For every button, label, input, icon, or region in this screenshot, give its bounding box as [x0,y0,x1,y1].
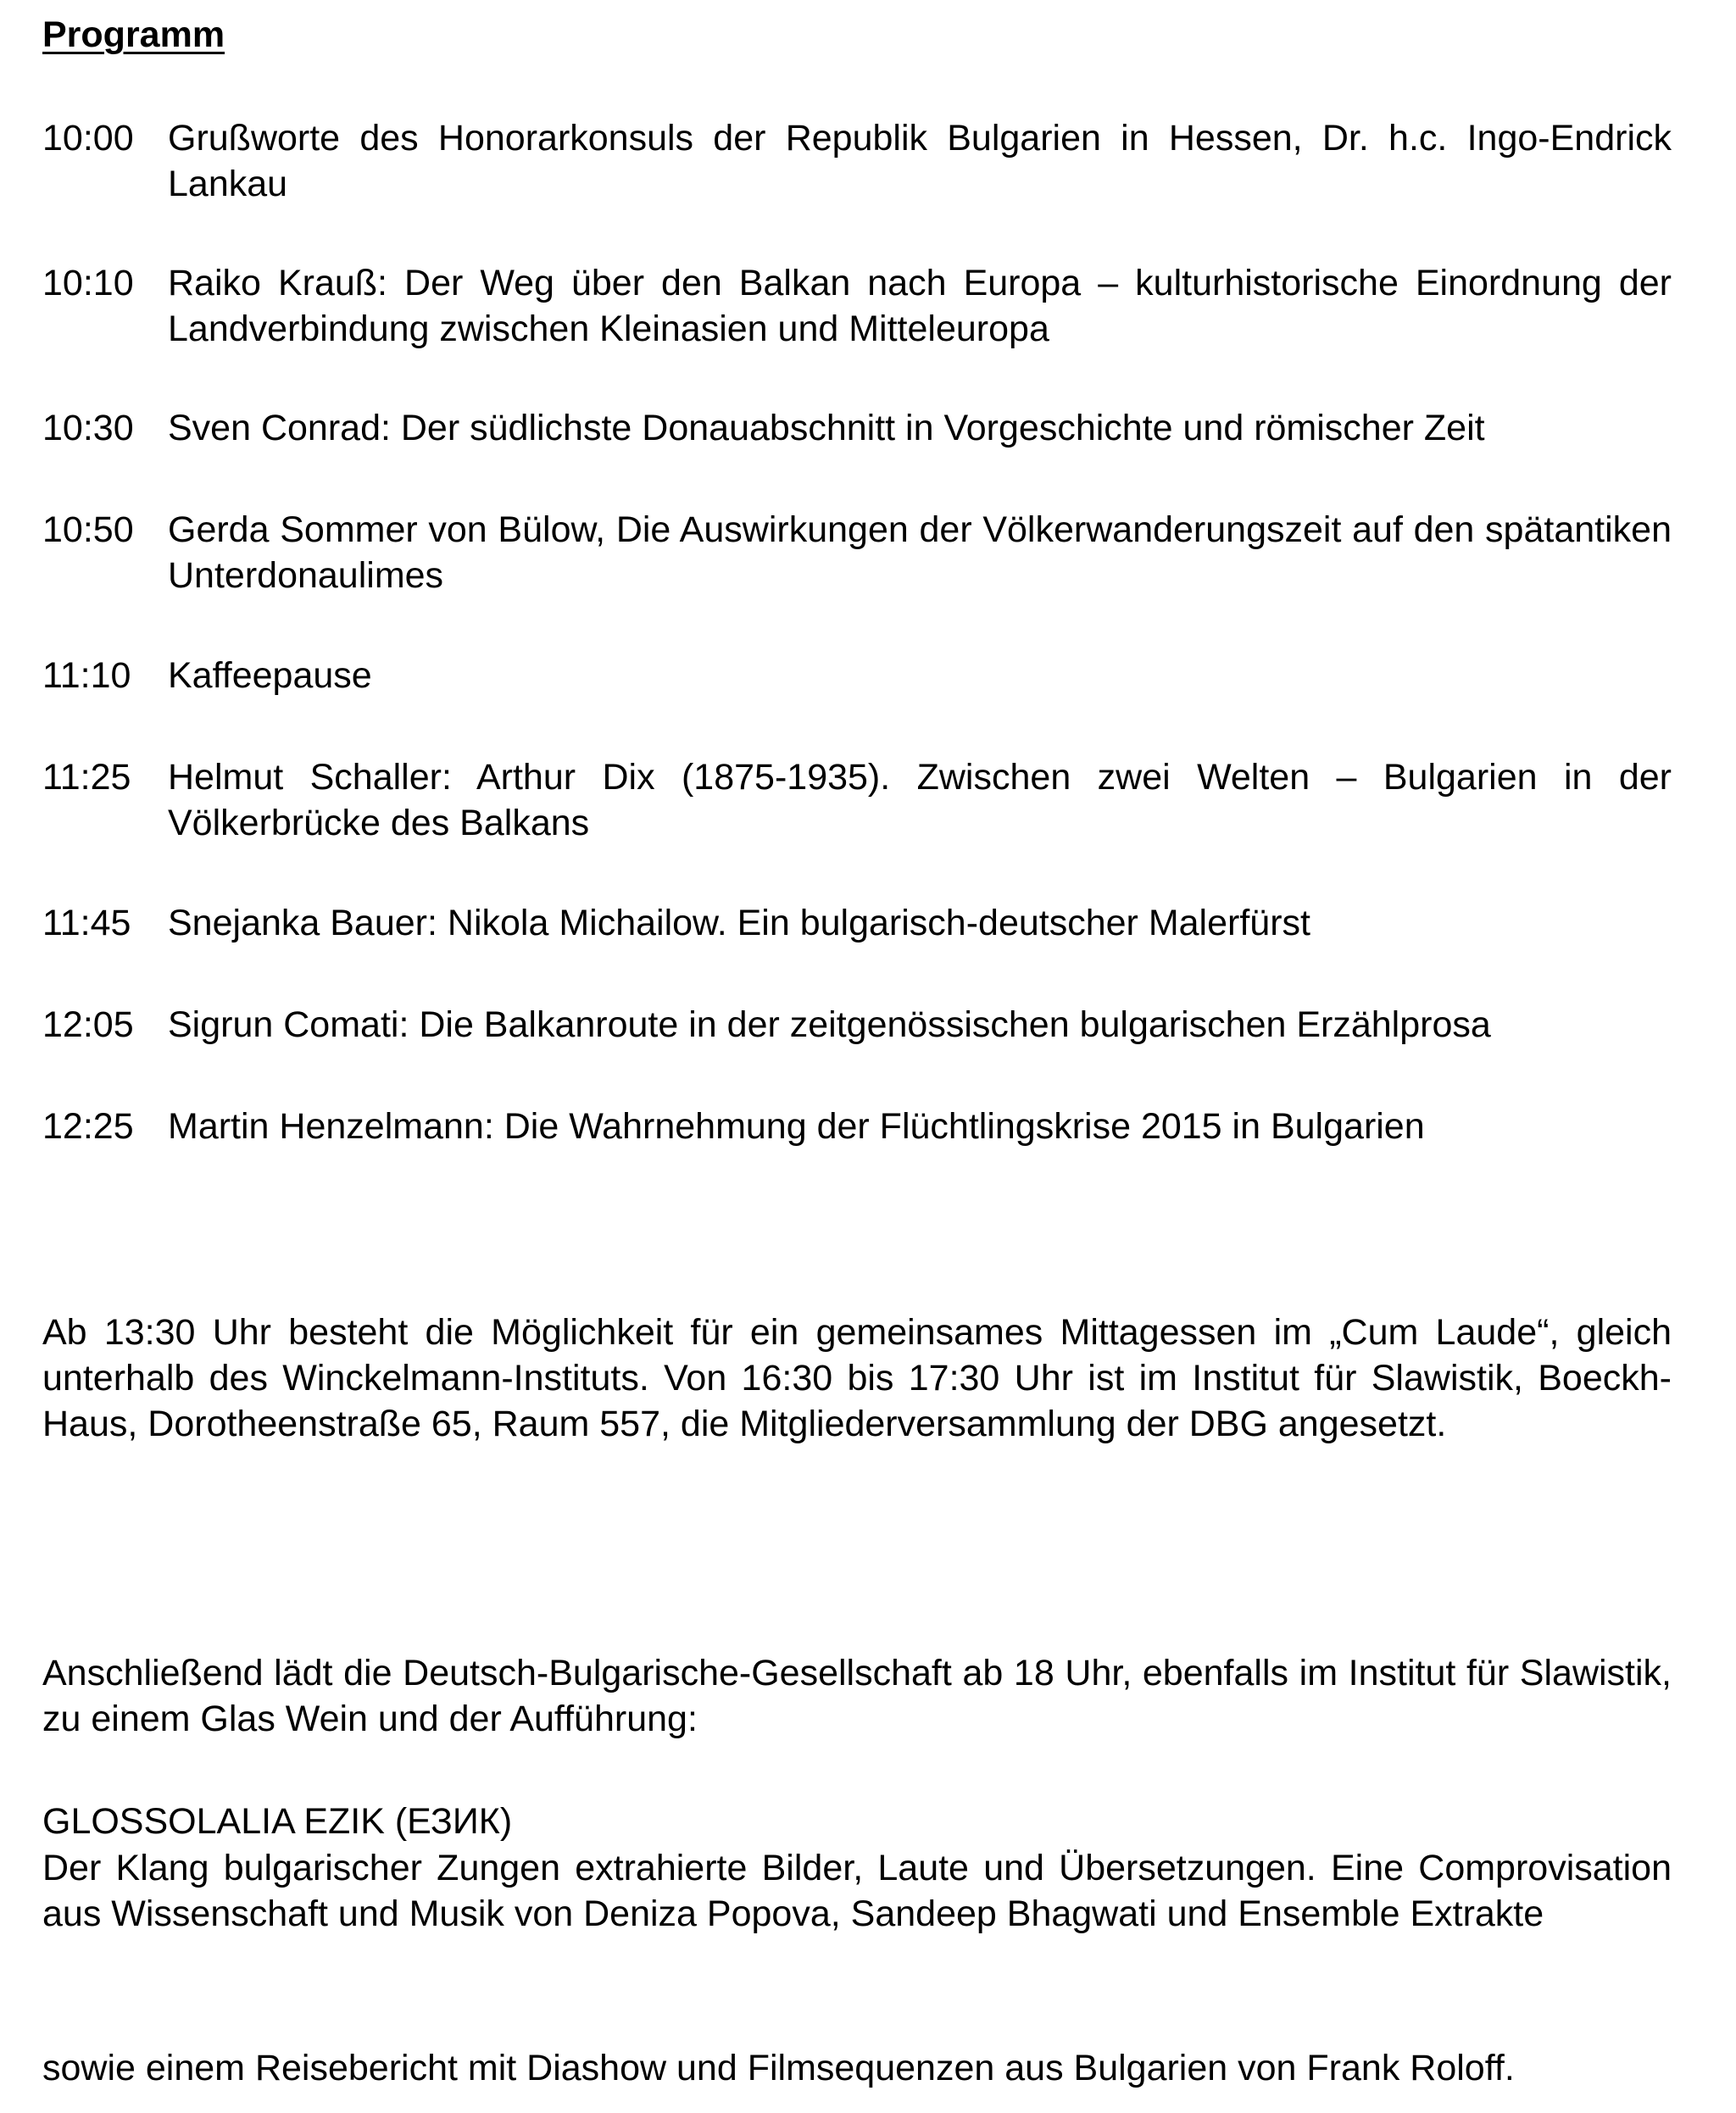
agenda-item [42,405,1672,451]
agenda-time: 11:45 [42,903,131,943]
agenda-item [42,507,1672,598]
agenda-text: Sven Conrad: Der südlichste Donauabschnitt in Vorgeschichte und römischer Zeit [168,408,1485,448]
agenda-text: Grußworte des Honorarkonsuls der Republik Bulgarien in Hessen, Dr. h.c. Ingo-Endrick Lankau [168,118,1672,204]
agenda-time: 12:05 [42,1004,134,1045]
agenda-item [42,115,1672,207]
agenda-item [42,260,1672,352]
invitation-paragraph: Anschließend lädt die Deutsch-Bulgarische-Gesellschaft ab 18 Uhr, ebenfalls im Institut für Slawistik, zu einem Glas Wein und der Aufführung: [42,1653,1672,1739]
agenda-text: Snejanka Bauer: Nikola Michailow. Ein bulgarisch-deutscher Malerfürst [168,903,1310,943]
agenda-time: 10:00 [42,118,134,158]
performance-description: Der Klang bulgarischer Zungen extrahierte Bilder, Laute und Übersetzungen. Eine Comprovisation aus Wissenschaft und Musik von Deniza Popova, Sandeep Bhagwati und Ensemble Extrakte [42,1848,1672,1934]
agenda-item [42,900,1672,946]
agenda-text: Sigrun Comati: Die Balkanroute in der zeitgenössischen bulgarischen Erzählprosa [168,1004,1491,1045]
performance-title: GLOSSOLALIA EZIK (ЕЗИК) [42,1801,513,1842]
agenda-item [42,754,1672,846]
agenda-text: Raiko Krauß: Der Weg über den Balkan nach Europa – kulturhistorische Einordnung der Landverbindung zwischen Kleinasien und Mitteleuropa [168,263,1672,349]
agenda-time: 10:10 [42,263,134,303]
agenda-time: 11:10 [42,655,131,696]
agenda-item [42,1104,1672,1149]
agenda-time: 12:25 [42,1106,134,1147]
agenda-text: Martin Henzelmann: Die Wahrnehmung der Flüchtlingskrise 2015 in Bulgarien [168,1106,1425,1147]
agenda-item [42,1002,1672,1048]
page-title: Programm [42,14,225,55]
agenda-time: 10:30 [42,408,134,448]
agenda-time: 10:50 [42,509,134,550]
agenda-time: 11:25 [42,757,131,798]
closing-line: sowie einem Reisebericht mit Diashow und Filmsequenzen aus Bulgarien von Frank Roloff. [42,2048,1515,2088]
agenda-text: Gerda Sommer von Bülow, Die Auswirkungen der Völkerwanderungszeit auf den spätantiken Unterdonaulimes [168,509,1672,596]
agenda-text: Kaffeepause [168,655,372,696]
agenda-text: Helmut Schaller: Arthur Dix (1875-1935). Zwischen zwei Welten – Bulgarien in der Völkerbrücke des Balkans [168,757,1672,843]
agenda-item [42,653,1672,698]
lunch-paragraph: Ab 13:30 Uhr besteht die Möglichkeit für ein gemeinsames Mittagessen im „Cum Laude“, gleich unterhalb des Winckelmann-Instituts. Von 16:30 bis 17:30 Uhr ist im Institut für Slawistik, Boeckh-Haus, Dorotheenstraße 65, Raum 557, die Mitgliederversammlung der DBG angesetzt. [42,1312,1672,1444]
